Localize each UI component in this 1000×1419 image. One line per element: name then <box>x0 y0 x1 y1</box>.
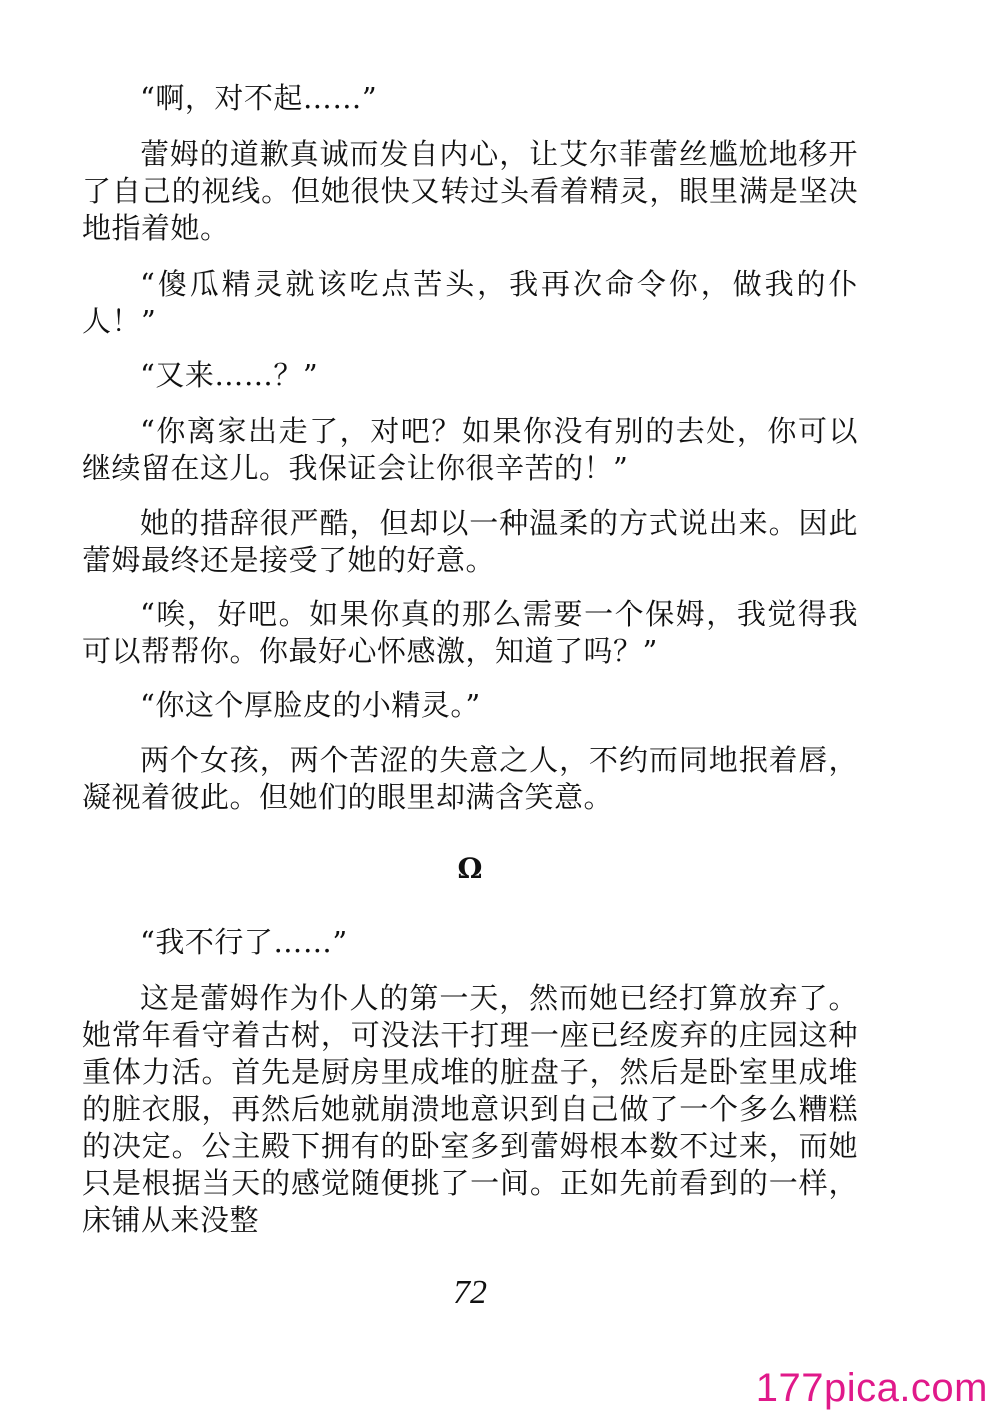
page-number: 72 <box>453 1274 487 1311</box>
paragraph: “又来……？” <box>140 358 319 392</box>
paragraph: “你这个厚脸皮的小精灵。” <box>140 688 481 722</box>
section-break-omega: Ω <box>457 852 483 885</box>
paragraph: “啊，对不起……” <box>140 81 378 115</box>
watermark: 177pica.com <box>755 1366 988 1410</box>
paragraph: “唉，好吧。如果你真的那么需要一个保姆，我觉得我可以帮帮你。你最好心怀感激，知道了吗？” <box>82 597 858 668</box>
paragraph: 她的措辞很严酷，但却以一种温柔的方式说出来。因此蕾姆最终还是接受了她的好意。 <box>82 506 858 577</box>
paragraph: “你离家出走了，对吧？如果你没有别的去处，你可以继续留在这儿。我保证会让你很辛苦的！” <box>82 414 858 485</box>
paragraph: “我不行了……” <box>140 925 348 959</box>
paragraph: 蕾姆的道歉真诚而发自内心，让艾尔菲蕾丝尴尬地移开了自己的视线。但她很快又转过头看着精灵，眼里满是坚决地指着她。 <box>82 137 858 245</box>
paragraph: 这是蕾姆作为仆人的第一天，然而她已经打算放弃了。她常年看守着古树，可没法干打理一座已经废弃的庄园这种重体力活。首先是厨房里成堆的脏盘子，然后是卧室里成堆的脏衣服，再然后她就崩溃地意识到自己做了一个多么糟糕的决定。公主殿下拥有的卧室多到蕾姆根本数不过来，而她只是根据当天的感觉随便挑了一间。正如先前看到的一样，床铺从来没整 <box>82 981 858 1237</box>
paragraph: “傻瓜精灵就该吃点苦头，我再次命令你，做我的仆人！” <box>82 267 858 338</box>
paragraph: 两个女孩，两个苦涩的失意之人，不约而同地抿着唇，凝视着彼此。但她们的眼里却满含笑意。 <box>82 743 858 814</box>
